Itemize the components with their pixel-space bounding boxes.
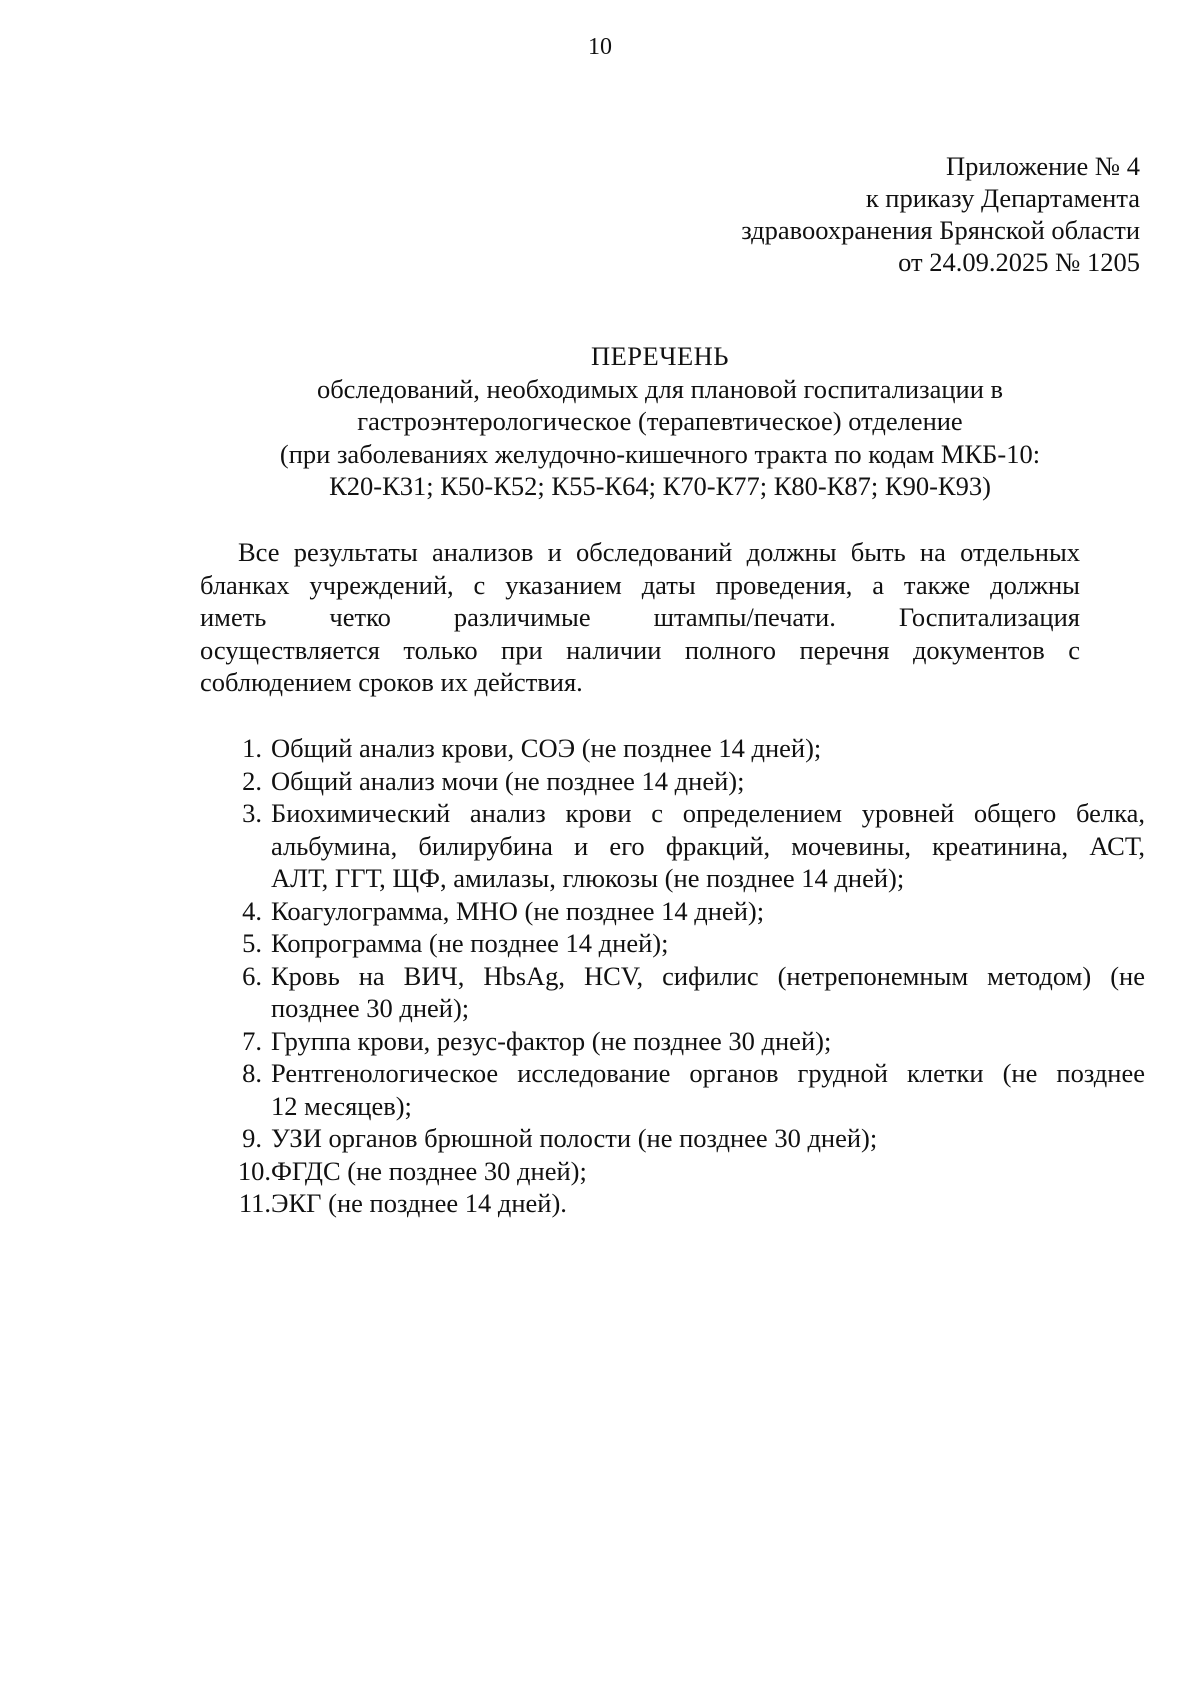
list-item <box>200 797 1145 895</box>
list-item-text: Группа крови, резус-фактор (не позднее 30 дней); <box>271 1025 832 1056</box>
appendix-line: здравоохранения Брянской области <box>741 215 1140 245</box>
list-item-number: 2. <box>242 765 262 796</box>
list-item-text: Общий анализ крови, СОЭ (не позднее 14 дней); <box>271 733 822 763</box>
list-item <box>200 960 1145 1025</box>
list-item <box>200 895 1145 928</box>
list-item-text: Кровь на ВИЧ, HbsAg, HCV, сифилис (нетрепонемным методом) (не <box>271 960 1145 991</box>
list-item-text: Биохимический анализ крови с определением уровней общего белка, <box>271 798 1145 828</box>
list-item-number: 7. <box>242 1025 262 1056</box>
list-item <box>200 927 1145 960</box>
list-item-text: Рентгенологическое исследование органов грудной клетки (не позднее <box>271 1058 1145 1088</box>
intro-line: бланках учреждений, с указанием даты проведения, а также должны <box>200 569 1080 600</box>
list-item-number: 10. <box>237 1155 271 1186</box>
intro-line: осуществляется только при наличии полного перечня документов с <box>200 634 1080 665</box>
list-item-text: позднее 30 дней); <box>271 993 470 1023</box>
list-item-number: 9. <box>242 1123 262 1153</box>
list-item <box>200 732 1145 765</box>
appendix-line: от 24.09.2025 № 1205 <box>898 247 1140 277</box>
list-item <box>200 1025 1145 1058</box>
list-item-text: 12 месяцев); <box>271 1090 412 1121</box>
list-item-text: ФГДС (не позднее 30 дней); <box>271 1155 587 1186</box>
list-item-number: 6. <box>242 960 262 991</box>
intro-line: Все результаты анализов и обследований должны быть на отдельных <box>238 537 1080 567</box>
list-item-text: АЛТ, ГГТ, ЩФ, амилазы, глюкозы (не позднее 14 дней); <box>271 863 905 893</box>
list-item-number: 3. <box>242 798 262 828</box>
title-line: К20-К31; К50-К52; К55-К64; К70-К77; К80-К87; К90-К93) <box>329 471 991 501</box>
page-number: 10 <box>588 34 612 60</box>
title-line: гастроэнтерологическое (терапевтическое) отделение <box>357 406 963 436</box>
list-item-text: Коагулограмма, МНО (не позднее 14 дней); <box>271 895 765 926</box>
list-item-text: Общий анализ мочи (не позднее 14 дней); <box>271 765 745 796</box>
document-title <box>200 340 1120 503</box>
list-item <box>200 1057 1145 1122</box>
list-item-number: 8. <box>242 1058 262 1088</box>
exam-list <box>200 732 1145 1220</box>
intro-line: иметь четко различимые штампы/печати. Госпитализация <box>200 602 1080 632</box>
list-item-text: Копрограмма (не позднее 14 дней); <box>271 928 669 958</box>
title-main: ПЕРЕЧЕНЬ <box>590 341 729 371</box>
list-item-number: 5. <box>242 928 262 958</box>
title-line: обследований, необходимых для плановой госпитализации в <box>316 373 1004 404</box>
title-line: (при заболеваниях желудочно-кишечного тракта по кодам МКБ-10: <box>279 438 1041 469</box>
appendix-header <box>540 150 1140 278</box>
list-item <box>200 1187 1145 1220</box>
list-item-number: 1. <box>242 733 262 763</box>
list-item-text: УЗИ органов брюшной полости (не позднее 30 дней); <box>271 1123 878 1153</box>
appendix-line: к приказу Департамента <box>865 183 1140 213</box>
list-item <box>200 765 1145 798</box>
list-item-number: 11. <box>238 1188 271 1218</box>
intro-line: соблюдением сроков их действия. <box>200 667 583 697</box>
intro-paragraph <box>200 536 1080 699</box>
list-item <box>200 1122 1145 1155</box>
appendix-line: Приложение № 4 <box>945 151 1140 181</box>
list-item-text: ЭКГ (не позднее 14 дней). <box>271 1188 567 1218</box>
list-item-text: альбумина, билирубина и его фракций, мочевины, креатинина, АСТ, <box>271 830 1145 861</box>
list-item-number: 4. <box>242 895 262 926</box>
list-item <box>200 1155 1145 1188</box>
